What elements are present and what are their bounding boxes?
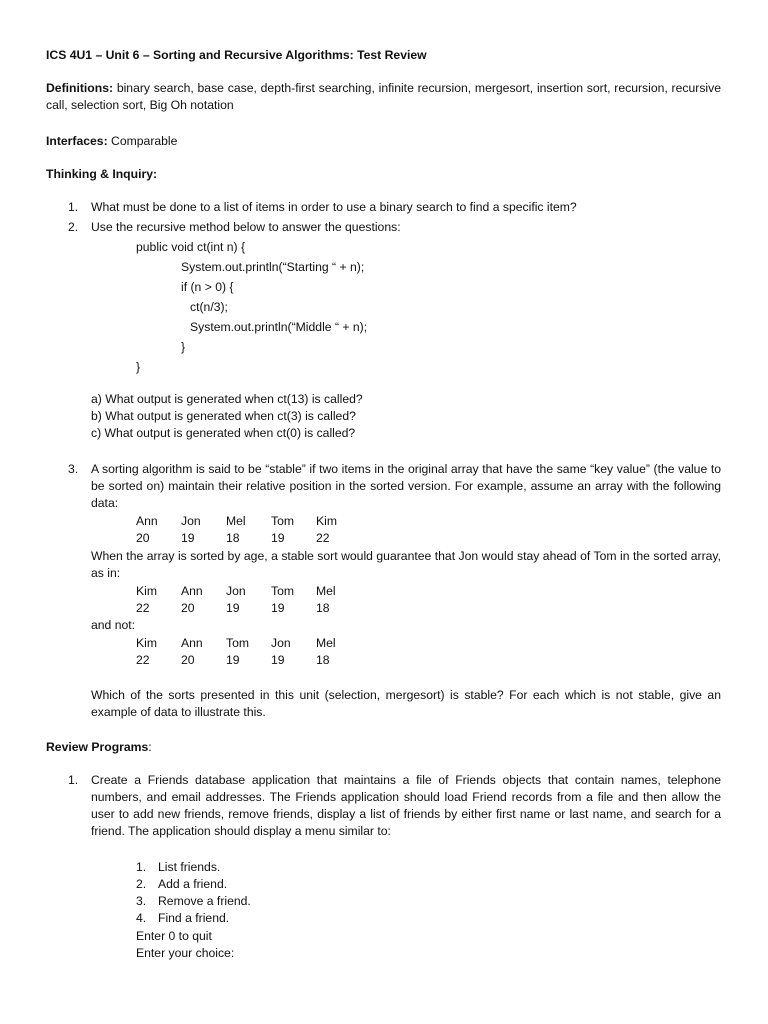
table-cell: 19 bbox=[271, 531, 285, 545]
table-cell: 19 bbox=[271, 653, 285, 667]
menu-quit-line: Enter 0 to quit bbox=[136, 929, 212, 943]
menu-item-number: 1. bbox=[136, 860, 147, 874]
table-cell: Jon bbox=[271, 636, 291, 650]
definitions-paragraph bbox=[46, 80, 721, 114]
thinking-inquiry-heading: Thinking & Inquiry: bbox=[46, 167, 158, 181]
review-heading-colon: : bbox=[148, 740, 152, 754]
table-cell: 18 bbox=[226, 531, 240, 545]
code-line-3: if (n > 0) { bbox=[181, 280, 234, 294]
table-cell: 19 bbox=[226, 601, 240, 615]
definitions-text: binary search, base case, depth-first searching, infinite recursion, mergesort, insertion sort, recursion, recursive call, selection sort, Big Oh notation bbox=[46, 81, 721, 112]
data-table-original bbox=[136, 513, 361, 547]
table-cell: Mel bbox=[316, 584, 336, 598]
table-cell: 20 bbox=[181, 601, 195, 615]
menu-choice-prompt: Enter your choice: bbox=[136, 946, 235, 960]
q2-text: Use the recursive method below to answer the questions: bbox=[91, 220, 401, 234]
table-cell: Jon bbox=[181, 514, 201, 528]
table-cell: 22 bbox=[316, 531, 330, 545]
code-line-6: } bbox=[181, 340, 186, 354]
table-cell: 18 bbox=[316, 653, 330, 667]
table-cell: Tom bbox=[271, 584, 295, 598]
program-1-number: 1. bbox=[68, 773, 79, 787]
table-cell: 22 bbox=[136, 601, 150, 615]
definitions-label: Definitions: bbox=[46, 81, 114, 95]
q3-and-not: and not: bbox=[91, 618, 136, 632]
q1-number: 1. bbox=[68, 200, 79, 214]
page-title: ICS 4U1 – Unit 6 – Sorting and Recursive Algorithms: Test Review bbox=[46, 48, 427, 62]
table-cell: Ann bbox=[181, 584, 203, 598]
q2-number: 2. bbox=[68, 220, 79, 234]
table-cell: 22 bbox=[136, 653, 150, 667]
table-cell: 20 bbox=[136, 531, 150, 545]
review-programs-heading bbox=[46, 739, 152, 756]
menu-item-number: 2. bbox=[136, 877, 147, 891]
table-cell: Ann bbox=[136, 514, 158, 528]
table-cell: Kim bbox=[136, 636, 157, 650]
interfaces-label: Interfaces: bbox=[46, 134, 108, 148]
program-1-text: Create a Friends database application that maintains a file of Friends objects that contain names, telephone numbers, and email addresses. The Friends application should load Friend records from a file and then allow the user to add new friends, remove friends, display a list of friends by either first name or last name, and search for a friend. The application should display a menu similar to: bbox=[91, 773, 721, 838]
table-cell: Mel bbox=[226, 514, 246, 528]
menu-item-text: List friends. bbox=[158, 860, 221, 874]
interfaces-text: Comparable bbox=[111, 134, 178, 148]
q3-intro: A sorting algorithm is said to be “stable” if two items in the original array that have the same “key value” (the value to be sorted on) maintain their relative position in the sorted version. For example, assume an array with the following data: bbox=[91, 462, 721, 510]
menu-item-text: Find a friend. bbox=[158, 911, 230, 925]
interfaces-line bbox=[46, 133, 177, 150]
q3-number: 3. bbox=[68, 462, 79, 476]
table-cell: Jon bbox=[226, 584, 246, 598]
code-line-7: } bbox=[136, 360, 141, 374]
q2-part-c: c) What output is generated when ct(0) is called? bbox=[91, 426, 356, 440]
menu-item-text: Add a friend. bbox=[158, 877, 228, 891]
code-line-2: System.out.println(“Starting “ + n); bbox=[181, 260, 365, 274]
table-cell: Ann bbox=[181, 636, 203, 650]
code-line-5: System.out.println(“Middle “ + n); bbox=[190, 320, 368, 334]
table-cell: 19 bbox=[271, 601, 285, 615]
table-cell: Tom bbox=[271, 514, 295, 528]
table-cell: 19 bbox=[226, 653, 240, 667]
data-table-unstable bbox=[136, 635, 361, 669]
q1-text: What must be done to a list of items in order to use a binary search to find a specific item? bbox=[91, 200, 577, 214]
table-cell: Kim bbox=[136, 584, 157, 598]
table-cell: Tom bbox=[226, 636, 250, 650]
table-cell: 19 bbox=[181, 531, 195, 545]
q2-part-a: a) What output is generated when ct(13) is called? bbox=[91, 392, 363, 406]
table-cell: Kim bbox=[316, 514, 337, 528]
q2-part-b: b) What output is generated when ct(3) is called? bbox=[91, 409, 356, 423]
table-cell: Mel bbox=[316, 636, 336, 650]
code-line-4: ct(n/3); bbox=[190, 300, 228, 314]
menu-item-text: Remove a friend. bbox=[158, 894, 251, 908]
q3-question: Which of the sorts presented in this unit (selection, mergesort) is stable? For each which is not stable, give an example of data to illustrate this. bbox=[91, 688, 721, 719]
data-table-stable bbox=[136, 583, 361, 617]
table-cell: 20 bbox=[181, 653, 195, 667]
table-cell: 18 bbox=[316, 601, 330, 615]
menu-item-number: 4. bbox=[136, 911, 147, 925]
review-heading-text: Review Programs bbox=[46, 740, 149, 754]
menu-item-number: 3. bbox=[136, 894, 147, 908]
code-line-1: public void ct(int n) { bbox=[136, 240, 246, 254]
q3-middle-text: When the array is sorted by age, a stable sort would guarantee that Jon would stay ahead of Tom in the sorted array, as in: bbox=[91, 549, 721, 580]
